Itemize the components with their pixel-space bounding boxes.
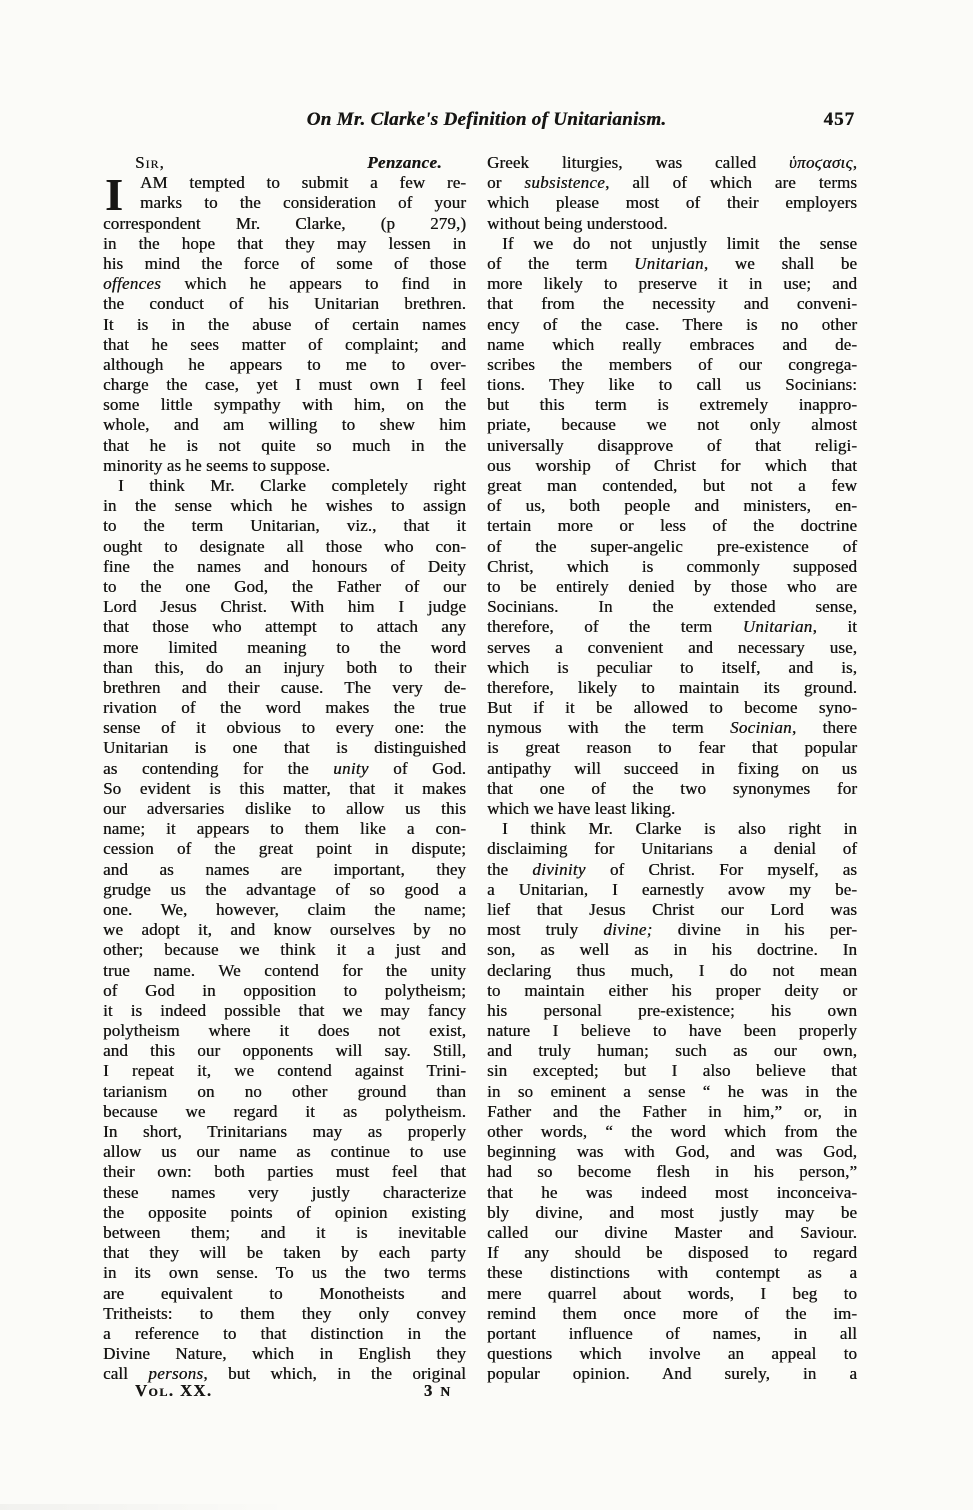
text-line: name; it appears to them like a con- <box>103 819 466 839</box>
left-column <box>103 153 466 1384</box>
text-line: Christ, which is commonly supposed <box>487 556 857 576</box>
text-line: had so become flesh in his person,” <box>487 1162 857 1182</box>
text-line: that one of the two synonymes for <box>487 778 857 798</box>
text-line: allow us our name as continue to use <box>103 1142 466 1162</box>
text-line: tertain more or less of the doctrine <box>487 516 857 536</box>
text-line: AM tempted to submit a few re- <box>140 173 466 193</box>
text-line: rivation of the word makes the true <box>103 698 466 718</box>
text-line: charge the case, yet I must own I feel <box>103 375 466 395</box>
text-line: true name. We contend for the unity <box>103 960 466 980</box>
text-line: to be entirely denied by those who are <box>487 576 857 596</box>
text-line: beginning was with God, and was God, <box>487 1142 857 1162</box>
text-line: to the one God, the Father of our <box>103 576 466 596</box>
text-line: tarianism on no other ground than <box>103 1081 466 1101</box>
text-line: grudge us the advantage of so good a <box>103 879 466 899</box>
text-line: some little sympathy with him, on the <box>103 395 466 415</box>
text-line: ought to designate all those who con- <box>103 536 466 556</box>
text-line: that those who attempt to attach any <box>103 617 466 637</box>
text-line: a reference to that distinction in the <box>103 1323 466 1343</box>
text-line: to the term Unitarian, viz., that it <box>103 516 466 536</box>
text-line: one. We, however, claim the name; <box>103 899 466 919</box>
text-line: we adopt it, and know ourselves by no <box>103 920 466 940</box>
text-line: questions which involve an appeal to <box>487 1344 857 1364</box>
salutation: Sir, <box>135 153 165 172</box>
text-line: tions. They like to call us Socinians: <box>487 375 857 395</box>
text-line: although he appears to me to over- <box>103 354 466 374</box>
text-line: sin excepted; but I also believe that <box>487 1061 857 1081</box>
text-line: without being understood. <box>487 213 668 233</box>
text-line: offences which he appears to find in <box>103 274 466 294</box>
text-line: therefore, of the term Unitarian, it <box>487 617 857 637</box>
text-line: is great reason to fear that popular <box>487 738 857 758</box>
text-line: Socinians. In the extended sense, <box>487 597 857 617</box>
text-line: these distinctions with contempt as a <box>487 1263 857 1283</box>
text-line: whole, and am willing to shew him <box>103 415 466 435</box>
text-line: because we regard it as polytheism. <box>103 1101 466 1121</box>
text-line: son, as well as in his doctrine. In <box>487 940 857 960</box>
text-line: nymous with the term Socinian, there <box>487 718 857 738</box>
text-line: the opposite points of opinion existing <box>103 1202 466 1222</box>
text-line: If any should be disposed to regard <box>487 1243 857 1263</box>
text-line: therefore, likely to maintain its ground. <box>487 677 857 697</box>
text-line: that he was indeed most inconceiva- <box>487 1182 857 1202</box>
page-number: 457 <box>823 109 855 130</box>
text-line: fine the names and honours of Deity <box>103 556 466 576</box>
text-line: call persons, but which, in the original <box>103 1364 466 1384</box>
text-line: that from the necessity and conveni- <box>487 294 857 314</box>
text-line: great man contended, but not a few <box>487 476 857 495</box>
right-column <box>487 153 857 1384</box>
text-line: In short, Trinitarians may as properly <box>103 1122 466 1141</box>
text-line: to maintain either his proper deity or <box>487 980 857 1000</box>
text-line: I repeat it, we contend against Trini- <box>103 1061 466 1081</box>
footer-signature <box>424 1380 452 1402</box>
text-line: ency of the case. There is no other <box>487 314 857 334</box>
text-line: Divine Nature, which in English they <box>103 1344 466 1364</box>
text-line: popular opinion. And surely, in a <box>487 1364 857 1384</box>
text-line: that he is not quite so much in the <box>103 435 466 455</box>
text-line: Greek liturgies, was called ὑποϛασις, <box>487 153 857 172</box>
text-line: in so eminent a sense “ he was in the <box>487 1081 857 1101</box>
text-line: Unitarian is one that is distinguished <box>103 738 466 758</box>
text-line: their own: both parties must feel that <box>103 1162 466 1182</box>
text-line: universally disapprove of that religi- <box>487 435 857 455</box>
text-line: that they will be taken by each party <box>103 1243 466 1263</box>
text-line: other; because we think it a just and <box>103 940 466 960</box>
signature-number: 3 N <box>423 1381 452 1400</box>
page-footer <box>103 1380 466 1402</box>
left-column-body <box>103 169 466 1384</box>
scan-artifact <box>0 1504 973 1510</box>
text-line: which is peculiar to itself, and is, <box>487 657 857 677</box>
text-line: in the sense which he wishes to assign <box>103 496 466 516</box>
text-line: are equivalent to Monotheists and <box>103 1283 466 1303</box>
text-line: of the super-angelic pre-existence of <box>487 536 857 556</box>
text-line: correspondent Mr. Clarke, (p 279,) <box>103 213 466 233</box>
text-line: mere quarrel about words, I beg to <box>487 1283 857 1303</box>
text-line: disclaiming for Unitarians a denial of <box>487 839 857 859</box>
text-line: Father and the Father in him,” or, in <box>487 1101 857 1121</box>
text-line: more limited meaning to the word <box>103 637 466 657</box>
text-line: other words, “ the word which from the <box>487 1122 857 1141</box>
text-line: than this, do an injury both to their <box>103 657 466 677</box>
drop-cap: I <box>105 169 123 220</box>
text-line: polytheism where it does not exist, <box>103 1021 466 1041</box>
text-line: bly divine, and most justly may be <box>487 1202 857 1222</box>
text-line: between them; and it is inevitable <box>103 1222 466 1242</box>
text-line: called our divine Master and Saviour. <box>487 1222 857 1242</box>
text-line: sense of it obvious to every one: the <box>103 718 466 738</box>
text-line: I think Mr. Clarke is also right in <box>502 819 857 839</box>
text-line: as contending for the unity of God. <box>103 758 466 778</box>
text-line: these names very justly characterize <box>103 1182 466 1202</box>
text-line: in its own sense. To us the two terms <box>103 1263 466 1283</box>
text-line: brethren and their cause. The very de- <box>103 677 466 697</box>
footer-volume: Vol. XX. <box>135 1381 213 1400</box>
text-line: most truly divine; divine in his per- <box>487 920 857 940</box>
text-line: priate, because we not only almost <box>487 415 857 435</box>
text-line: the conduct of his Unitarian brethren. <box>103 294 466 314</box>
text-line: nature I believe to have been properly <box>487 1021 857 1041</box>
salutation-row <box>103 153 466 173</box>
running-head <box>0 109 973 135</box>
right-column-body <box>487 153 857 1384</box>
text-line: of God in opposition to polytheism; <box>103 980 466 1000</box>
text-line: lief that Jesus Christ our Lord was <box>487 899 857 919</box>
text-line: in the hope that they may lessen in <box>103 233 466 253</box>
text-line: his personal pre-existence; his own <box>487 1000 857 1020</box>
text-line: our adversaries dislike to allow us this <box>103 799 466 818</box>
text-line: but this term is extremely inappro- <box>487 395 857 415</box>
text-line: a Unitarian, I earnestly avow my be- <box>487 879 857 899</box>
text-line: which we have least liking. <box>487 799 676 818</box>
text-line: more likely to preserve it in use; and <box>487 274 857 294</box>
text-line: and as names are important, they <box>103 859 466 879</box>
text-line: which please most of their employers <box>487 193 857 213</box>
text-line: the divinity of Christ. For myself, as <box>487 859 857 879</box>
text-line: of us, both people and ministers, en- <box>487 496 857 516</box>
text-line: that he sees matter of complaint; and <box>103 334 466 354</box>
text-line: Lord Jesus Christ. With him I judge <box>103 597 466 617</box>
text-line: and truly human; such as our own, <box>487 1041 857 1061</box>
text-line: cession of the great point in dispute; <box>103 839 466 859</box>
text-line: it is indeed possible that we may fancy <box>103 1000 466 1020</box>
text-line: Tritheists: to them they only convey <box>103 1303 466 1323</box>
text-line: or subsistence, all of which are terms <box>487 173 858 193</box>
text-line: I think Mr. Clarke completely right <box>118 476 466 495</box>
text-line: name which really embraces and de- <box>487 334 857 354</box>
text-line: But if it be allowed to become syno- <box>487 698 857 718</box>
page-title: On Mr. Clarke's Definition of Unitarianism. <box>306 109 667 130</box>
text-line: serves a convenient and necessary use, <box>487 637 857 657</box>
text-line: It is in the abuse of certain names <box>103 314 466 334</box>
dateline: Penzance. <box>367 153 442 172</box>
text-line: So evident is this matter, that it makes <box>103 778 466 798</box>
text-line: his mind the force of some of those <box>103 253 466 273</box>
text-line: If we do not unjustly limit the sense <box>502 233 857 253</box>
text-line: marks to the consideration of your <box>140 193 466 213</box>
text-line: ous worship of Christ for which that <box>487 455 857 475</box>
text-line: portant influence of names, in all <box>487 1323 857 1343</box>
text-line: minority as he seems to suppose. <box>103 455 331 475</box>
text-line: antipathy will succeed in fixing on us <box>487 758 857 778</box>
text-line: of the term Unitarian, we shall be <box>487 253 857 273</box>
text-line: and this our opponents will say. Still, <box>103 1041 466 1061</box>
text-line: declaring thus much, I do not mean <box>487 960 857 980</box>
text-line: scribes the members of our congrega- <box>487 354 857 374</box>
text-line: remind them once more of the im- <box>487 1303 857 1323</box>
